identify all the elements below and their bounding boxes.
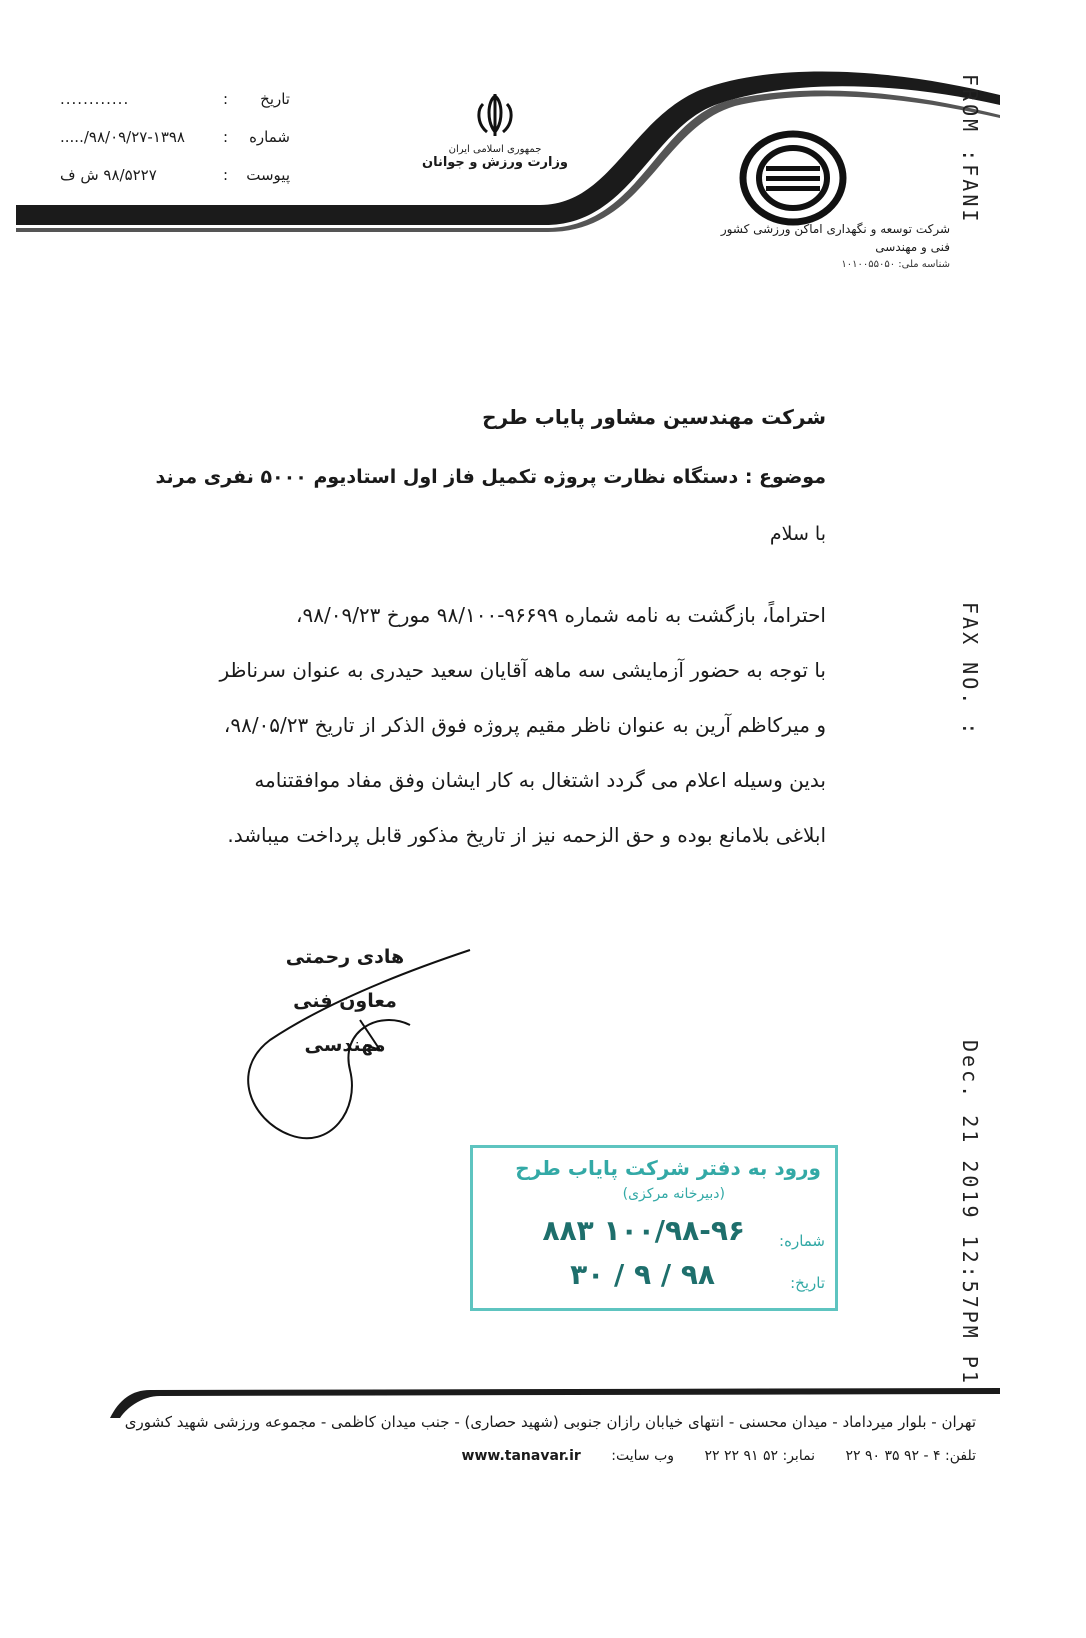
- footer-address: تهران - بلوار میرداماد - میدان محسنی - انتهای خیابان رازان جنوبی (شهید حصاری) - جنب میدان کاظمی - مجموعه ورزشی شهید کشوری: [124, 1413, 976, 1431]
- fax-number: FAX NO. :: [958, 602, 982, 738]
- body-line: احتراماً، بازگشت به نامه شماره ۹۶۶۹۹-۹۸/۱۰۰ مورخ ۹۸/۰۹/۲۳،: [296, 603, 826, 627]
- meta-date-value: ............: [60, 90, 130, 108]
- footer-phone: تلفن: ۴ - ۹۲ ۳۵ ۹۰ ۲۲: [845, 1448, 976, 1464]
- signer-title: معاون فنی مهندسی: [293, 990, 397, 1056]
- ministry-label: وزارت ورزش و جوانان: [421, 155, 569, 170]
- meta-attachment-value: ۹۸/۵۲۲۷ ش ف: [60, 166, 157, 184]
- received-stamp: [470, 1145, 838, 1311]
- fax-from: FROM :FANI: [958, 74, 982, 225]
- signature-icon: [210, 930, 500, 1160]
- meta-attachment-label: پیوست: [246, 166, 290, 184]
- footer-website-label: وب سایت:: [611, 1448, 675, 1464]
- company-logo-icon: [738, 128, 848, 228]
- ministry-emblem: [420, 92, 570, 170]
- stamp-number-label: شماره:: [779, 1232, 825, 1250]
- recipient: شرکت مهندسین مشاور پایاب طرح: [482, 405, 826, 429]
- meta-attachment: پیوست : ۹۸/۵۲۲۷ ش ف: [60, 166, 290, 184]
- company-name: شرکت توسعه و نگهداری اماکن ورزشی کشور: [720, 222, 950, 236]
- signer-name: هادی رحمتی: [285, 946, 405, 968]
- body-line: ابلاغی بلامانع بوده و حق الزحمه نیز از تاریخ مذکور قابل پرداخت میباشد.: [227, 823, 826, 847]
- stamp-date-label: تاریخ:: [790, 1274, 825, 1292]
- stamp-title: ورود به دفتر شرکت پایاب طرح: [515, 1156, 821, 1180]
- meta-date: تاریخ : ............: [60, 90, 290, 108]
- meta-number-value: ۹۸/۰۹/۲۷-۱۳۹۸/.....: [60, 128, 185, 146]
- meta-number: شماره : ۹۸/۰۹/۲۷-۱۳۹۸/.....: [60, 128, 290, 146]
- stamp-number-value: ۱۰۰/۹۸-۹۶ ۸۸۳: [542, 1214, 745, 1247]
- stamp-date-value: ۹۸ / ۹ / ۳۰: [570, 1258, 715, 1291]
- footer-contact: [116, 1448, 976, 1464]
- subject: موضوع : دستگاه نظارت پروژه تکمیل فاز اول استادیوم ۵۰۰۰ نفری مرند: [155, 466, 826, 488]
- stamp-subtitle: (دبیرخانه مرکزی): [622, 1186, 725, 1202]
- letter-body: [106, 588, 826, 863]
- greeting: با سلام: [769, 523, 826, 545]
- body-line: با توجه به حضور آزمایشی سه ماهه آقایان سعید حیدری به عنوان سرناظر: [219, 658, 826, 682]
- footer-website[interactable]: www.tanavar.ir: [461, 1448, 581, 1464]
- republic-label: جمهوری اسلامی ایران: [448, 144, 542, 155]
- fax-datetime: Dec. 21 2019 12:57PM P1: [958, 1040, 982, 1386]
- meta-date-label: تاریخ: [260, 90, 290, 108]
- meta-number-label: شماره: [249, 128, 290, 146]
- footer-fax: نمابر: ۵۲ ۹۱ ۲۲ ۲۲: [704, 1448, 816, 1464]
- iran-emblem-icon: [465, 92, 525, 138]
- company-registration: شناسه ملی: ۱۰۱۰۰۵۵۰۵۰: [841, 259, 950, 270]
- body-line: و میرکاظم آرین به عنوان ناظر مقیم پروژه فوق الذکر از تاریخ ۹۸/۰۵/۲۳،: [223, 713, 826, 737]
- body-line: بدین وسیله اعلام می گردد اشتغال به کار ایشان وفق مفاد موافقتنامه: [254, 768, 826, 792]
- company-department: فنی و مهندسی: [875, 240, 950, 254]
- company-info: [690, 220, 950, 274]
